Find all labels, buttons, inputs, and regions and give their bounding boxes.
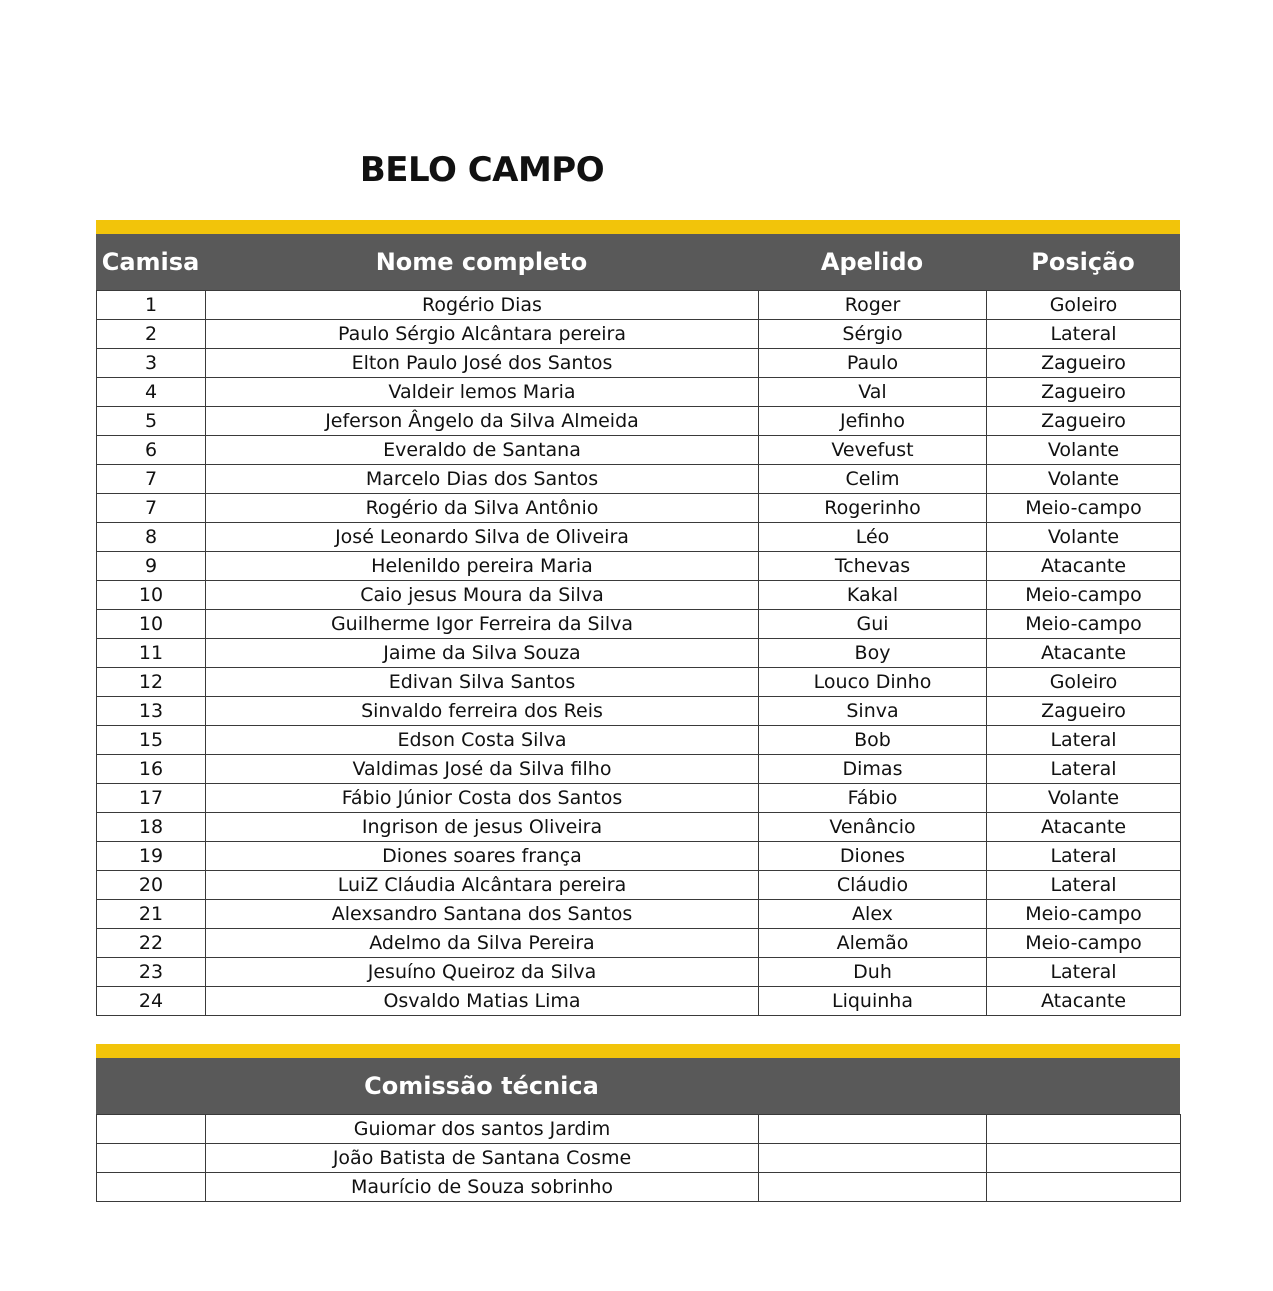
players-table (96, 290, 1181, 1016)
cell-camisa: 6 (97, 436, 206, 465)
cell-nome: Caio jesus Moura da Silva (206, 581, 759, 610)
cell-posicao: Atacante (987, 987, 1181, 1016)
cell-posicao: Lateral (987, 871, 1181, 900)
cell-nome: José Leonardo Silva de Oliveira (206, 523, 759, 552)
cell-nome: LuiZ Cláudia Alcântara pereira (206, 871, 759, 900)
cell-camisa: 11 (97, 639, 206, 668)
table-row (97, 755, 1181, 784)
cell-nome: Jaime da Silva Souza (206, 639, 759, 668)
cell-camisa: 2 (97, 320, 206, 349)
cell-posicao: Lateral (987, 320, 1181, 349)
table-row (97, 639, 1181, 668)
cell-empty (97, 1173, 206, 1202)
table-row (97, 465, 1181, 494)
table-row (97, 320, 1181, 349)
cell-apelido: Sérgio (759, 320, 987, 349)
cell-camisa: 10 (97, 581, 206, 610)
table-row (97, 349, 1181, 378)
cell-apelido: Vevefust (759, 436, 987, 465)
cell-nome: Alexsandro Santana dos Santos (206, 900, 759, 929)
players-table-header (96, 234, 1180, 290)
cell-camisa: 7 (97, 465, 206, 494)
cell-posicao: Zagueiro (987, 349, 1181, 378)
table-row (97, 784, 1181, 813)
cell-nome: Jesuíno Queiroz da Silva (206, 958, 759, 987)
cell-nome: Osvaldo Matias Lima (206, 987, 759, 1016)
cell-apelido: Alex (759, 900, 987, 929)
cell-staff-nome: Maurício de Souza sobrinho (206, 1173, 759, 1202)
staff-table-header (96, 1058, 1180, 1114)
cell-posicao: Meio-campo (987, 900, 1181, 929)
page-title: BELO CAMPO (359, 150, 605, 190)
cell-posicao: Zagueiro (987, 407, 1181, 436)
table-row (97, 929, 1181, 958)
cell-apelido: Tchevas (759, 552, 987, 581)
accent-bar-staff (96, 1044, 1180, 1058)
cell-apelido: Liquinha (759, 987, 987, 1016)
cell-staff-nome: Guiomar dos santos Jardim (206, 1115, 759, 1144)
cell-empty (97, 1115, 206, 1144)
cell-nome: Rogério Dias (206, 291, 759, 320)
cell-camisa: 22 (97, 929, 206, 958)
cell-posicao: Goleiro (987, 668, 1181, 697)
table-row (97, 436, 1181, 465)
cell-empty (759, 1144, 987, 1173)
cell-nome: Edson Costa Silva (206, 726, 759, 755)
table-row (97, 842, 1181, 871)
table-row (97, 407, 1181, 436)
cell-posicao: Lateral (987, 958, 1181, 987)
table-row (97, 668, 1181, 697)
table-row (97, 987, 1181, 1016)
header-comissao-tecnica: Comissão técnica (364, 1072, 599, 1100)
cell-posicao: Volante (987, 523, 1181, 552)
table-row (97, 494, 1181, 523)
cell-camisa: 3 (97, 349, 206, 378)
cell-apelido: Sinva (759, 697, 987, 726)
cell-posicao: Goleiro (987, 291, 1181, 320)
cell-camisa: 17 (97, 784, 206, 813)
cell-posicao: Lateral (987, 726, 1181, 755)
cell-posicao: Meio-campo (987, 610, 1181, 639)
table-row (97, 1173, 1181, 1202)
cell-apelido: Kakal (759, 581, 987, 610)
cell-camisa: 13 (97, 697, 206, 726)
cell-empty (987, 1115, 1181, 1144)
cell-apelido: Alemão (759, 929, 987, 958)
cell-nome: Fábio Júnior Costa dos Santos (206, 784, 759, 813)
cell-apelido: Diones (759, 842, 987, 871)
cell-apelido: Boy (759, 639, 987, 668)
cell-posicao: Meio-campo (987, 581, 1181, 610)
table-row (97, 900, 1181, 929)
table-row (97, 697, 1181, 726)
cell-nome: Guilherme Igor Ferreira da Silva (206, 610, 759, 639)
cell-camisa: 16 (97, 755, 206, 784)
cell-apelido: Venâncio (759, 813, 987, 842)
cell-apelido: Léo (759, 523, 987, 552)
table-row (97, 958, 1181, 987)
cell-apelido: Duh (759, 958, 987, 987)
table-row (97, 581, 1181, 610)
cell-posicao: Zagueiro (987, 697, 1181, 726)
cell-nome: Helenildo pereira Maria (206, 552, 759, 581)
table-row (97, 552, 1181, 581)
cell-camisa: 5 (97, 407, 206, 436)
cell-camisa: 12 (97, 668, 206, 697)
cell-apelido: Dimas (759, 755, 987, 784)
cell-camisa: 24 (97, 987, 206, 1016)
cell-nome: Elton Paulo José dos Santos (206, 349, 759, 378)
cell-nome: Edivan Silva Santos (206, 668, 759, 697)
cell-posicao: Volante (987, 784, 1181, 813)
cell-camisa: 18 (97, 813, 206, 842)
cell-apelido: Bob (759, 726, 987, 755)
cell-posicao: Lateral (987, 755, 1181, 784)
accent-bar-top (96, 220, 1180, 234)
cell-empty (987, 1173, 1181, 1202)
table-row (97, 1115, 1181, 1144)
staff-table (96, 1114, 1181, 1202)
cell-camisa: 23 (97, 958, 206, 987)
cell-camisa: 21 (97, 900, 206, 929)
cell-camisa: 7 (97, 494, 206, 523)
cell-apelido: Rogerinho (759, 494, 987, 523)
cell-nome: Sinvaldo ferreira dos Reis (206, 697, 759, 726)
cell-empty (987, 1144, 1181, 1173)
cell-apelido: Celim (759, 465, 987, 494)
cell-apelido: Val (759, 378, 987, 407)
cell-apelido: Jefinho (759, 407, 987, 436)
cell-empty (97, 1144, 206, 1173)
table-row (97, 871, 1181, 900)
cell-camisa: 19 (97, 842, 206, 871)
table-row (97, 610, 1181, 639)
cell-apelido: Cláudio (759, 871, 987, 900)
cell-staff-nome: João Batista de Santana Cosme (206, 1144, 759, 1173)
cell-empty (759, 1173, 987, 1202)
cell-nome: Jeferson Ângelo da Silva Almeida (206, 407, 759, 436)
cell-nome: Marcelo Dias dos Santos (206, 465, 759, 494)
cell-apelido: Louco Dinho (759, 668, 987, 697)
cell-posicao: Meio-campo (987, 494, 1181, 523)
cell-camisa: 10 (97, 610, 206, 639)
cell-posicao: Volante (987, 465, 1181, 494)
header-posicao: Posição (1031, 248, 1135, 276)
table-row (97, 1144, 1181, 1173)
cell-apelido: Gui (759, 610, 987, 639)
cell-apelido: Roger (759, 291, 987, 320)
cell-camisa: 9 (97, 552, 206, 581)
cell-camisa: 15 (97, 726, 206, 755)
cell-posicao: Atacante (987, 813, 1181, 842)
header-nome-completo: Nome completo (375, 248, 588, 276)
cell-apelido: Paulo (759, 349, 987, 378)
cell-nome: Paulo Sérgio Alcântara pereira (206, 320, 759, 349)
cell-camisa: 1 (97, 291, 206, 320)
cell-nome: Valdeir lemos Maria (206, 378, 759, 407)
cell-posicao: Zagueiro (987, 378, 1181, 407)
cell-nome: Ingrison de jesus Oliveira (206, 813, 759, 842)
cell-nome: Valdimas José da Silva filho (206, 755, 759, 784)
cell-camisa: 4 (97, 378, 206, 407)
cell-posicao: Atacante (987, 552, 1181, 581)
table-row (97, 813, 1181, 842)
cell-nome: Everaldo de Santana (206, 436, 759, 465)
table-row (97, 378, 1181, 407)
cell-posicao: Lateral (987, 842, 1181, 871)
cell-camisa: 8 (97, 523, 206, 552)
header-apelido: Apelido (820, 248, 924, 276)
cell-apelido: Fábio (759, 784, 987, 813)
cell-posicao: Atacante (987, 639, 1181, 668)
table-row (97, 726, 1181, 755)
cell-nome: Diones soares frança (206, 842, 759, 871)
cell-posicao: Volante (987, 436, 1181, 465)
header-camisa: Camisa (101, 248, 200, 276)
table-row (97, 291, 1181, 320)
cell-camisa: 20 (97, 871, 206, 900)
cell-nome: Adelmo da Silva Pereira (206, 929, 759, 958)
cell-posicao: Meio-campo (987, 929, 1181, 958)
cell-nome: Rogério da Silva Antônio (206, 494, 759, 523)
cell-empty (759, 1115, 987, 1144)
table-row (97, 523, 1181, 552)
